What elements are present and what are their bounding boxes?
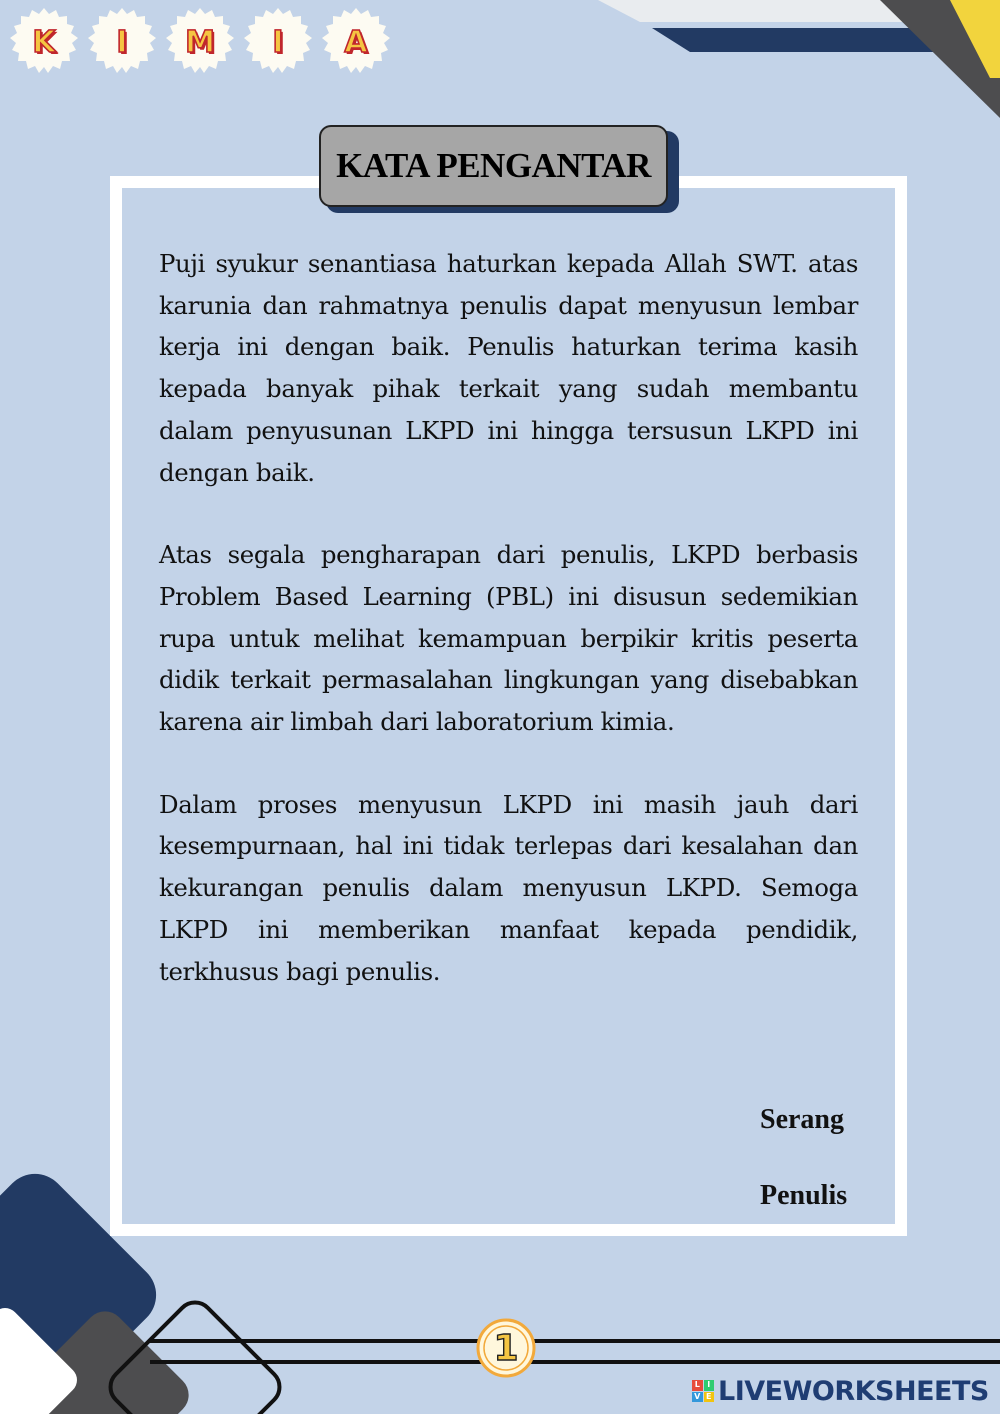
badge-i-2	[242, 6, 314, 78]
page-number: 1	[493, 1327, 519, 1369]
paragraph-1: Puji syukur senantiasa haturkan kepada Allah SWT. atas karunia dan rahmatnya penulis dapat menyusun lembar kerja ini dengan baik. Penulis haturkan terima kasih kepada banyak pihak terkait yang sudah membantu dalam penyusunan LKPD ini hingga tersusun LKPD ini dengan baik.	[159, 249, 858, 487]
badge-i	[86, 6, 158, 78]
badge-letter: M	[185, 24, 215, 60]
paragraph-3: Dalam proses menyusun LKPD ini masih jauh dari kesempurnaan, hal ini tidak terlepas dari kesalahan dan kekurangan penulis dalam menyusun LKPD. Semoga LKPD ini memberikan manfaat kepada pendidik, terkhusus bagi penulis.	[159, 789, 858, 986]
paragraph-2: Atas segala pengharapan dari penulis, LKPD berbasis Problem Based Learning (PBL) ini disusun sedemikian rupa untuk melihat kemampuan berpikir kritis peserta didik terkait permasalahan lingkungan yang disebabkan karena air limbah dari laboratorium kimia.	[159, 540, 858, 737]
badge-letter: I	[272, 24, 284, 60]
liveworksheets-logo-icon: L I V E	[692, 1380, 714, 1402]
badge-letter: K	[32, 24, 56, 60]
page-number-badge	[476, 1318, 536, 1378]
signature-place: Serang	[760, 1104, 844, 1135]
body-text	[159, 243, 858, 1033]
title-box	[319, 125, 668, 207]
badge-a	[320, 6, 392, 78]
badge-letter: I	[116, 24, 128, 60]
signature-author: Penulis	[760, 1180, 848, 1211]
page-title: KATA PENGANTAR	[336, 146, 651, 185]
kimia-badges	[8, 6, 398, 82]
watermark	[692, 1374, 989, 1408]
watermark-text: LIVEWORKSHEETS	[718, 1375, 989, 1407]
badge-m	[164, 6, 236, 78]
badge-letter: A	[344, 24, 368, 60]
badge-k	[8, 6, 80, 78]
